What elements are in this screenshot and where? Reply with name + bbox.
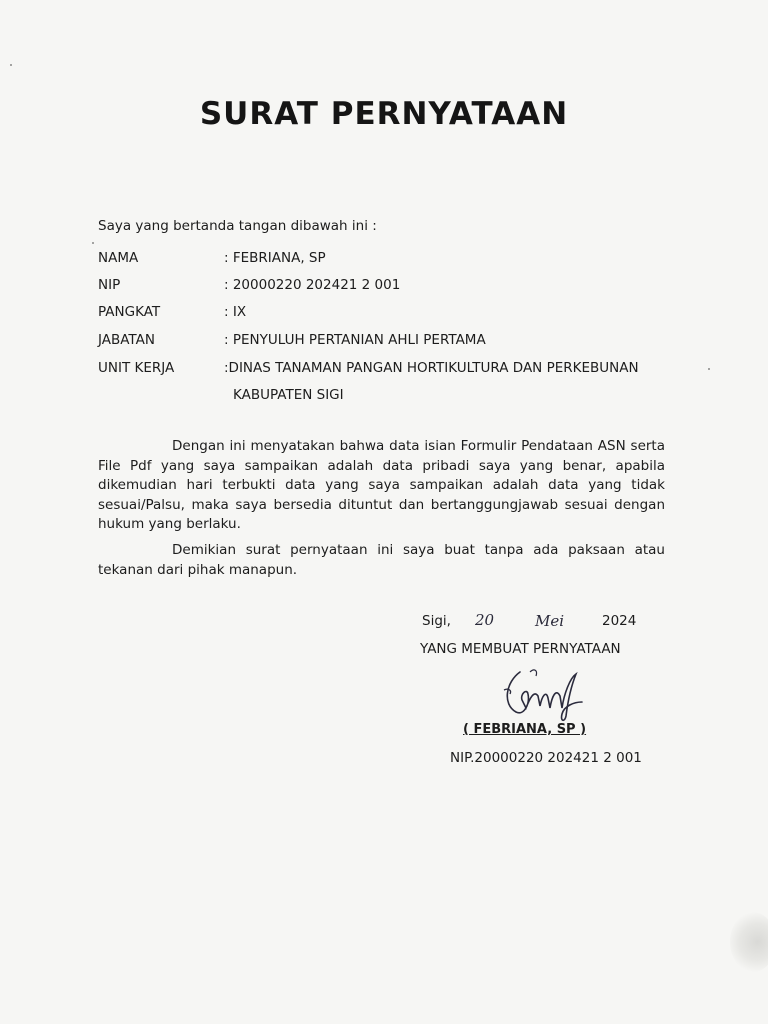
field-label: JABATAN	[98, 332, 155, 348]
signatory-name: ( FEBRIANA, SP )	[463, 722, 587, 737]
signature-year: 2024	[602, 613, 637, 629]
scan-speck	[708, 368, 710, 370]
field-value: : IX	[224, 304, 247, 320]
field-value: : PENYULUH PERTANIAN AHLI PERTAMA	[224, 332, 486, 348]
handwritten-signature-icon	[490, 660, 590, 728]
field-value: : FEBRIANA, SP	[224, 250, 326, 266]
field-label: UNIT KERJA	[98, 360, 175, 376]
scan-speck	[10, 64, 12, 66]
closing-paragraph: Demikian surat pernyataan ini saya buat tanpa ada paksaan atau tekanan dari pihak manapun.	[98, 542, 665, 578]
statement-paragraph: Dengan ini menyatakan bahwa data isian Formulir Pendataan ASN serta File Pdf yang saya sampaikan adalah data pribadi saya yang benar, apabila dikemudian hari terbukti data yang saya sampaikan adalah data yang tidak sesuai/Palsu, maka saya bersedia dituntut dan bertanggungjawab sesuai dengan hukum yang berlaku.	[98, 438, 665, 532]
signatory-nip: NIP.20000220 202421 2 001	[450, 750, 642, 766]
handwritten-month: Mei	[535, 612, 565, 630]
scan-speck	[92, 242, 94, 244]
document-title: SURAT PERNYATAAN	[199, 96, 569, 132]
field-value-continuation: KABUPATEN SIGI	[233, 387, 344, 403]
field-value: :DINAS TANAMAN PANGAN HORTIKULTURA DAN PERKEBUNAN	[224, 360, 639, 376]
intro-text: Saya yang bertanda tangan dibawah ini :	[98, 218, 377, 234]
field-value: : 20000220 202421 2 001	[224, 277, 401, 293]
field-label: NIP	[98, 277, 121, 293]
scan-smudge	[730, 912, 768, 972]
handwritten-day: 20	[475, 611, 495, 629]
field-label: PANGKAT	[98, 304, 161, 320]
field-label: NAMA	[98, 250, 139, 266]
signature-role: YANG MEMBUAT PERNYATAAN	[420, 641, 621, 657]
signature-place: Sigi,	[422, 613, 451, 629]
